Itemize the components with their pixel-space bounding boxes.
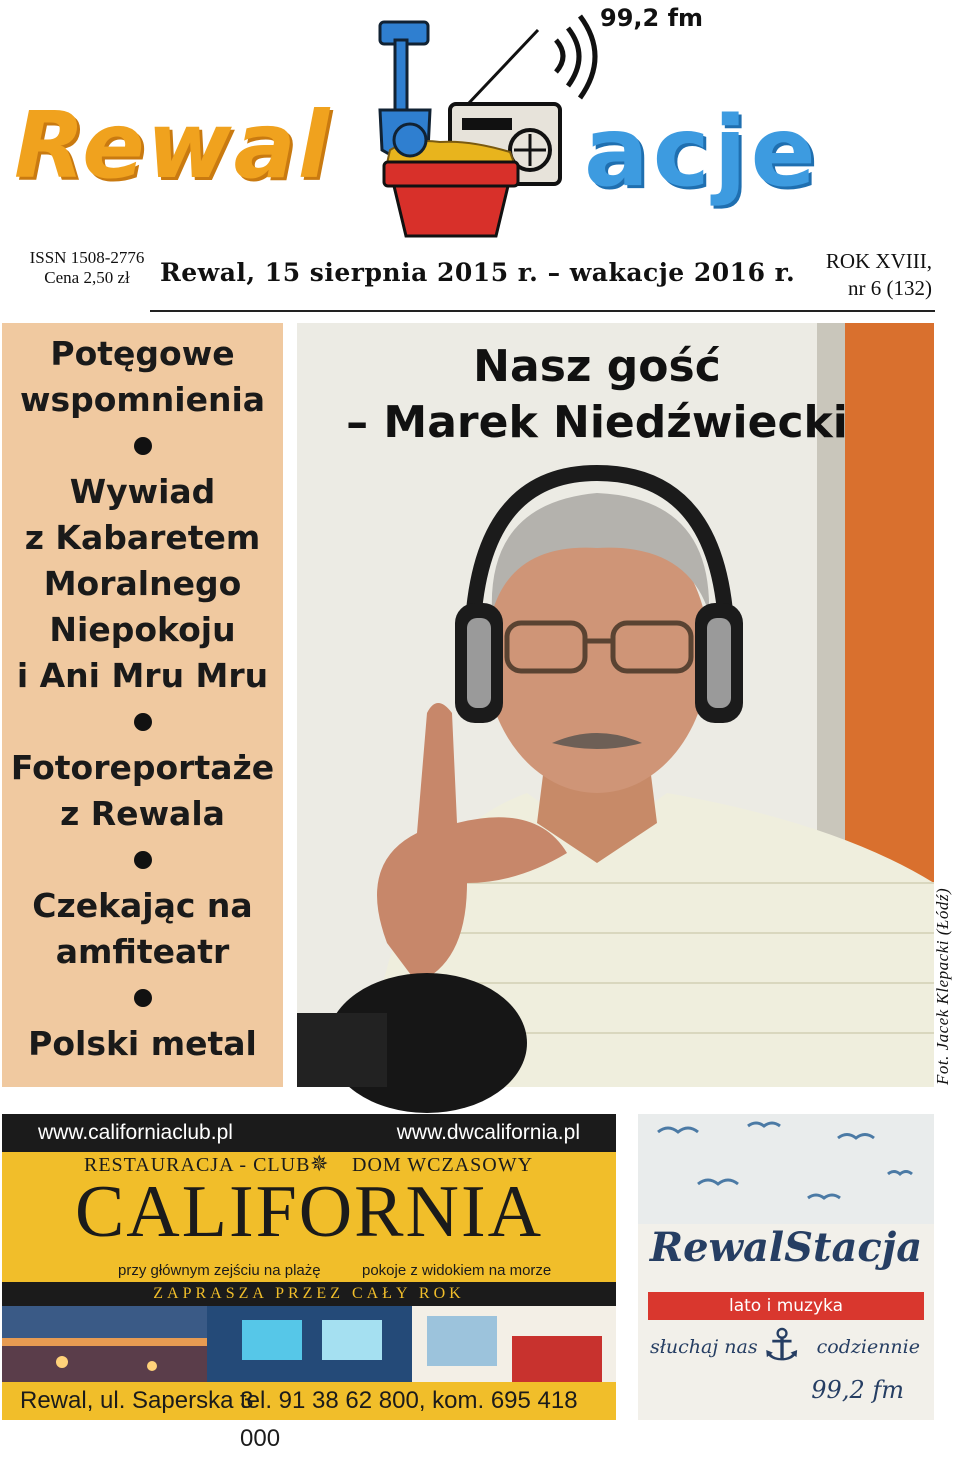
fm-frequency-label: 99,2 fm [600, 4, 704, 32]
ad-phone[interactable]: tel. 91 38 62 800, kom. 695 418 000 [240, 1387, 578, 1452]
teaser-line: z Rewala [60, 794, 225, 833]
teaser-line: Fotoreportaże [10, 748, 275, 787]
ad-rewalstacja-left: słuchaj nas [650, 1336, 758, 1358]
palm-icon: ✵ [310, 1152, 329, 1177]
ad-restaurant-label: RESTAURACJA - CLUB [84, 1154, 311, 1176]
masthead [0, 0, 960, 240]
header-rule [150, 310, 935, 312]
issn-number: ISSN 1508-2776 [29, 248, 145, 267]
teaser-line: amfiteatr [55, 932, 230, 971]
cover-headline-line2: – Marek Niedźwiecki [346, 397, 848, 448]
teaser-2[interactable] [2, 469, 283, 699]
ad-california-name: CALIFORNIA [74, 1171, 544, 1253]
cover-headline [297, 339, 897, 451]
ad-sub-right: pokoje z widokiem na morze [362, 1262, 552, 1279]
ad-url-guesthouse[interactable]: www.dwcalifornia.pl [396, 1121, 580, 1144]
ad-rewalstacja-right: codziennie [816, 1336, 920, 1358]
ad-guesthouse-label: DOM WCZASOWY [352, 1154, 534, 1176]
logo-illustration [370, 0, 610, 240]
ad-rewalstacja[interactable] [638, 1114, 934, 1420]
teaser-line: Polski metal [28, 1024, 257, 1063]
bullet-icon [134, 989, 152, 1007]
anchor-icon: ⚓ [762, 1320, 802, 1371]
teaser-line: Potęgowe [50, 334, 235, 373]
teaser-3[interactable] [2, 745, 283, 837]
ad-rewalstacja-frequency: 99,2 fm [811, 1376, 904, 1404]
ad-sub-left: przy głównym zejściu na plażę [118, 1262, 321, 1279]
teaser-line: i Ani Mru Mru [16, 656, 269, 695]
ad-address: Rewal, ul. Saperska 3 [20, 1387, 254, 1414]
logo-rewal-text: Rewal [14, 92, 332, 199]
photo-credit: Fot. Jacek Klepacki (Łódź) [933, 887, 952, 1085]
logo-acje-text: acje [584, 96, 820, 208]
radio-waves-icon [556, 16, 595, 98]
issue-number: nr 6 (132) [848, 276, 932, 300]
ad-address-bar [2, 1382, 616, 1452]
bullet-icon [134, 851, 152, 869]
teaser-line: z Kabaretem [24, 518, 261, 557]
bullet-icon [134, 437, 152, 455]
teaser-line: Niepokoju [49, 610, 236, 649]
dateline: Rewal, 15 sierpnia 2015 r. – wakacje 2016 r. [160, 258, 796, 287]
teaser-line: Czekając na [32, 886, 253, 925]
teaser-line: Wywiad [69, 472, 216, 511]
bullet-icon [134, 713, 152, 731]
ad-invite: ZAPRASZA PRZEZ CAŁY ROK [2, 1282, 616, 1306]
cover-photo [297, 323, 934, 1087]
ad-rewalstacja-band: lato i muzyka [648, 1292, 924, 1320]
teaser-1[interactable] [2, 331, 283, 423]
ad-rewalstacja-title: RewalStacja [649, 1224, 923, 1271]
teaser-5[interactable] [2, 1021, 283, 1067]
ad-california[interactable] [2, 1114, 616, 1452]
issue-block [826, 248, 932, 302]
price: Cena 2,50 zł [44, 268, 130, 287]
ad-url-bar [2, 1114, 616, 1152]
teaser-line: Moralnego [43, 564, 242, 603]
volume: ROK XVIII, [825, 249, 932, 273]
ad-url-club[interactable]: www.californiaclub.pl [38, 1121, 233, 1144]
teaser-column [2, 323, 283, 1087]
teaser-4[interactable] [2, 883, 283, 975]
seagulls-illustration [638, 1114, 934, 1224]
issn-block [22, 248, 152, 288]
ad-photo-strip [2, 1306, 616, 1382]
cover-headline-line1: Nasz gość [473, 341, 721, 392]
teaser-line: wspomnienia [19, 380, 266, 419]
